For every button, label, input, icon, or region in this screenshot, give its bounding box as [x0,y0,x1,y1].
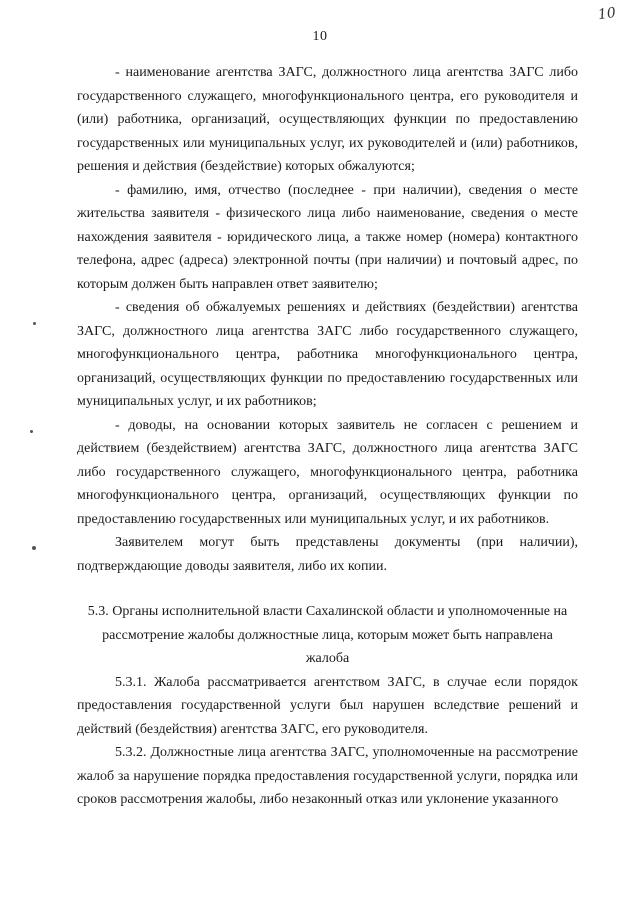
paragraph-complaint-subject: - наименование агентства ЗАГС, должностного лица агентства ЗАГС либо государственного служащего, многофункционального центра, его руководителя и (или) работника, организаций, осуществляющих функции по предоставлению государственных или муниципальных услуг, их руководителей и (или) работников, решения и действия (бездействие) которых обжалуются; [77,65,578,174]
section-heading-5-3: 5.3. Органы исполнительной власти Сахалинской области и уполномоченные на рассмотрение жалобы должностные лица, которым может быть направлена жалоба [87,604,568,666]
margin-mark [30,430,33,433]
margin-mark [33,322,36,325]
paragraph-applicant-details: - фамилию, имя, отчество (последнее - при наличии), сведения о месте жительства заявителя - физического лица либо наименование, сведения о месте нахождения заявителя - юридического лица, а также номер (номера) контактного телефона, адрес (адреса) электронной почты (при наличии) и почтовый адрес, по которым должен быть направлен ответ заявителю; [77,182,578,292]
paragraph-supporting-documents: Заявителем могут быть представлены документы (при наличии), подтверждающие доводы заявителя, либо их копии. [77,535,578,574]
page-number: 10 [312,29,328,44]
paragraph-arguments: - доводы, на основании которых заявитель не согласен с решением и действием (бездействием) агентства ЗАГС, должностного лица агентства ЗАГС либо государственного служащего, многофункционального центра, работника многофункционального центра, организаций, осуществляющих функции по предоставлению государственных или муниципальных услуг, и их работников. [77,417,578,527]
paragraph-appealed-decisions: - сведения об обжалуемых решениях и действиях (бездействии) агентства ЗАГС, должностного лица агентства ЗАГС либо государственного служащего, многофункционального центра, работника многофункционального центра, организаций, осуществляющих функции по предоставлению государственных или муниципальных услуг, и их работников; [77,300,578,409]
handwritten-page-mark: 10 [596,4,617,24]
section-gap [77,578,578,600]
margin-mark [32,546,36,550]
document-body [77,61,578,812]
paragraph-5-3-1: 5.3.1. Жалоба рассматривается агентством ЗАГС, в случае если порядок предоставления государственной услуги был нарушен вследствие решений и действий (бездействия) агентства ЗАГС, его руководителя. [77,674,578,737]
paragraph-5-3-2: 5.3.2. Должностные лица агентства ЗАГС, уполномоченные на рассмотрение жалоб за нарушение порядка предоставления государственной услуги, порядка или сроков рассмотрения жалобы, либо незаконный отказ или уклонение указанного [77,745,578,807]
